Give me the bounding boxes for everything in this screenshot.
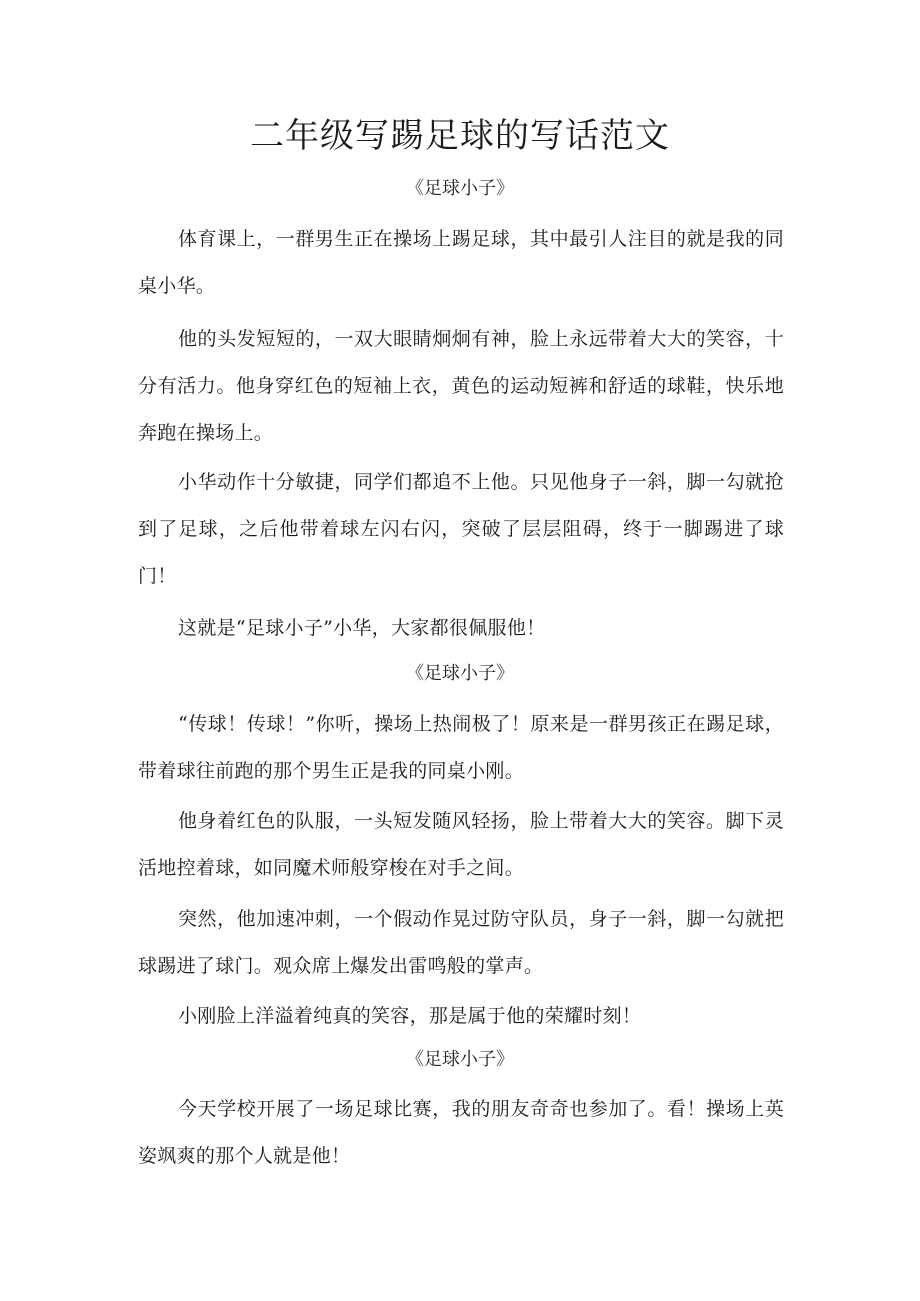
section-1-paragraph-3: 小华动作十分敏捷，同学们都追不上他。只见他身子一斜，脚一勾就抢到了足球，之后他带着球左闪右闪，突破了层层阻碍，终于一脚踢进了球门！	[138, 471, 784, 587]
section-3-subtitle: 《足球小子》	[406, 1049, 514, 1070]
section-1-paragraph-2: 他的头发短短的，一双大眼睛炯炯有神，脸上永远带着大大的笑容，十分有活力。他身穿红色的短袖上衣，黄色的运动短裤和舒适的球鞋，快乐地奔跑在操场上。	[138, 328, 784, 444]
section-2-subtitle: 《足球小子》	[406, 663, 514, 684]
section-1-paragraph-1: 体育课上，一群男生正在操场上踢足球，其中最引人注目的就是我的同桌小华。	[138, 228, 784, 297]
section-3-paragraph-1: 今天学校开展了一场足球比赛，我的朋友奇奇也参加了。看！操场上英姿飒爽的那个人就是他！	[138, 1098, 784, 1167]
section-2-paragraph-3: 突然，他加速冲刺，一个假动作晃过防守队员，身子一斜，脚一勾就把球踢进了球门。观众席上爆发出雷鸣般的掌声。	[138, 908, 784, 977]
section-1-subtitle: 《足球小子》	[406, 178, 514, 199]
section-2-paragraph-1: “传球！传球！”你听，操场上热闹极了！原来是一群男孩正在踢足球，带着球往前跑的那个男生正是我的同桌小刚。	[138, 713, 784, 782]
section-2-paragraph-4: 小刚脸上洋溢着纯真的笑容，那是属于他的荣耀时刻！	[178, 1005, 642, 1027]
section-2-paragraph-2: 他身着红色的队服，一头短发随风轻扬，脸上带着大大的笑容。脚下灵活地控着球，如同魔术师般穿梭在对手之间。	[138, 810, 784, 879]
section-1-paragraph-4: 这就是“足球小子”小华，大家都很佩服他！	[178, 617, 546, 639]
document-title: 二年级写踢足球的写话范文	[250, 116, 670, 156]
